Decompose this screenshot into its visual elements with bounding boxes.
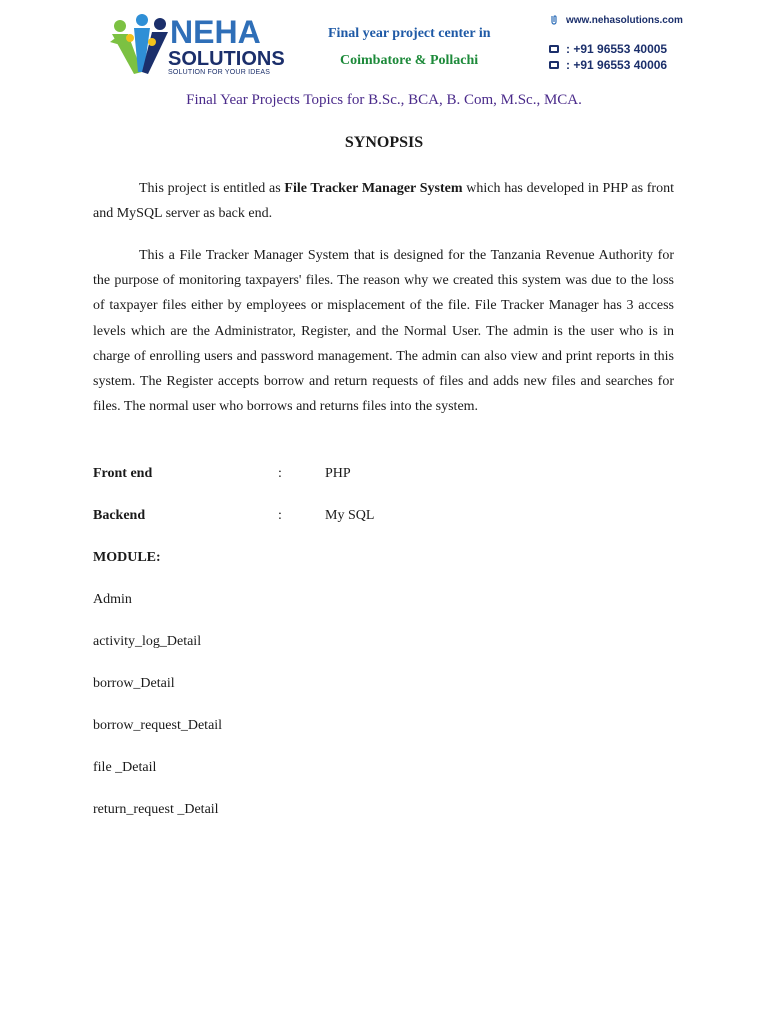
website-row[interactable] [548,14,683,26]
brand-sub: SOLUTIONS [168,48,285,70]
paragraph-1 [93,176,674,226]
module-item: return_request _Detail [93,802,219,817]
phone-icon [548,43,560,55]
para1-after: which has developed in PHP as front and MySQL server as back end. [93,181,674,222]
document-title: SYNOPSIS [344,134,424,151]
topics-line: Final Year Projects Topics for B.Sc., BCA, B. Com, M.Sc., MCA. [186,92,582,108]
back-end-label: Backend [93,508,146,523]
brand-name: NEHA [170,14,261,50]
module-item: activity_log_Detail [93,634,202,649]
paragraph-2: This a File Tracker Manager System that is designed for the Tanzania Revenue Authority for the purpose of monitoring taxpayers' files. The reason why we created this system was due to the loss of taxpayer files either by employees or misplacement of the file. File Tracker Manager has 3 access levels which are the Administrator, Register, and the Normal User. The admin is the user who is in charge of enrolling users and password management. The admin can also view and print reports in this system. The Register accepts borrow and return requests of files and adds new files and searches for files. The normal user who borrows and returns files into the system. [93,248,674,415]
letterhead [0,0,768,120]
phone-number-1: : +91 96553 40005 [566,42,668,56]
people-logo-icon [108,12,172,80]
back-end-value: My SQL [325,508,375,523]
neha-solutions-logo [108,12,285,82]
module-heading: MODULE: [93,550,161,565]
module-item: borrow_request_Detail [93,718,223,733]
phone-number-2: : +91 96553 40006 [566,58,668,72]
module-item: borrow_Detail [93,676,175,691]
phone-row-1 [548,42,667,56]
front-end-value: PHP [325,466,351,481]
center-line-2: Coimbatore & Pollachi [340,53,479,68]
back-end-colon: : [278,508,282,523]
front-end-label: Front end [93,466,153,481]
phone-row-2 [548,58,667,72]
project-name: File Tracker Manager System [284,181,463,196]
front-end-colon: : [278,466,282,481]
module-item: file _Detail [93,760,157,775]
phone-icon [548,59,560,71]
module-item: Admin [93,592,132,607]
center-line-1: Final year project center in [328,26,491,41]
para1-before: This project is entitled as [139,181,285,196]
brand-tagline: SOLUTION FOR YOUR IDEAS [168,69,271,76]
website-link[interactable]: www.nehasolutions.com [566,14,683,26]
paperclip-icon [548,14,560,26]
